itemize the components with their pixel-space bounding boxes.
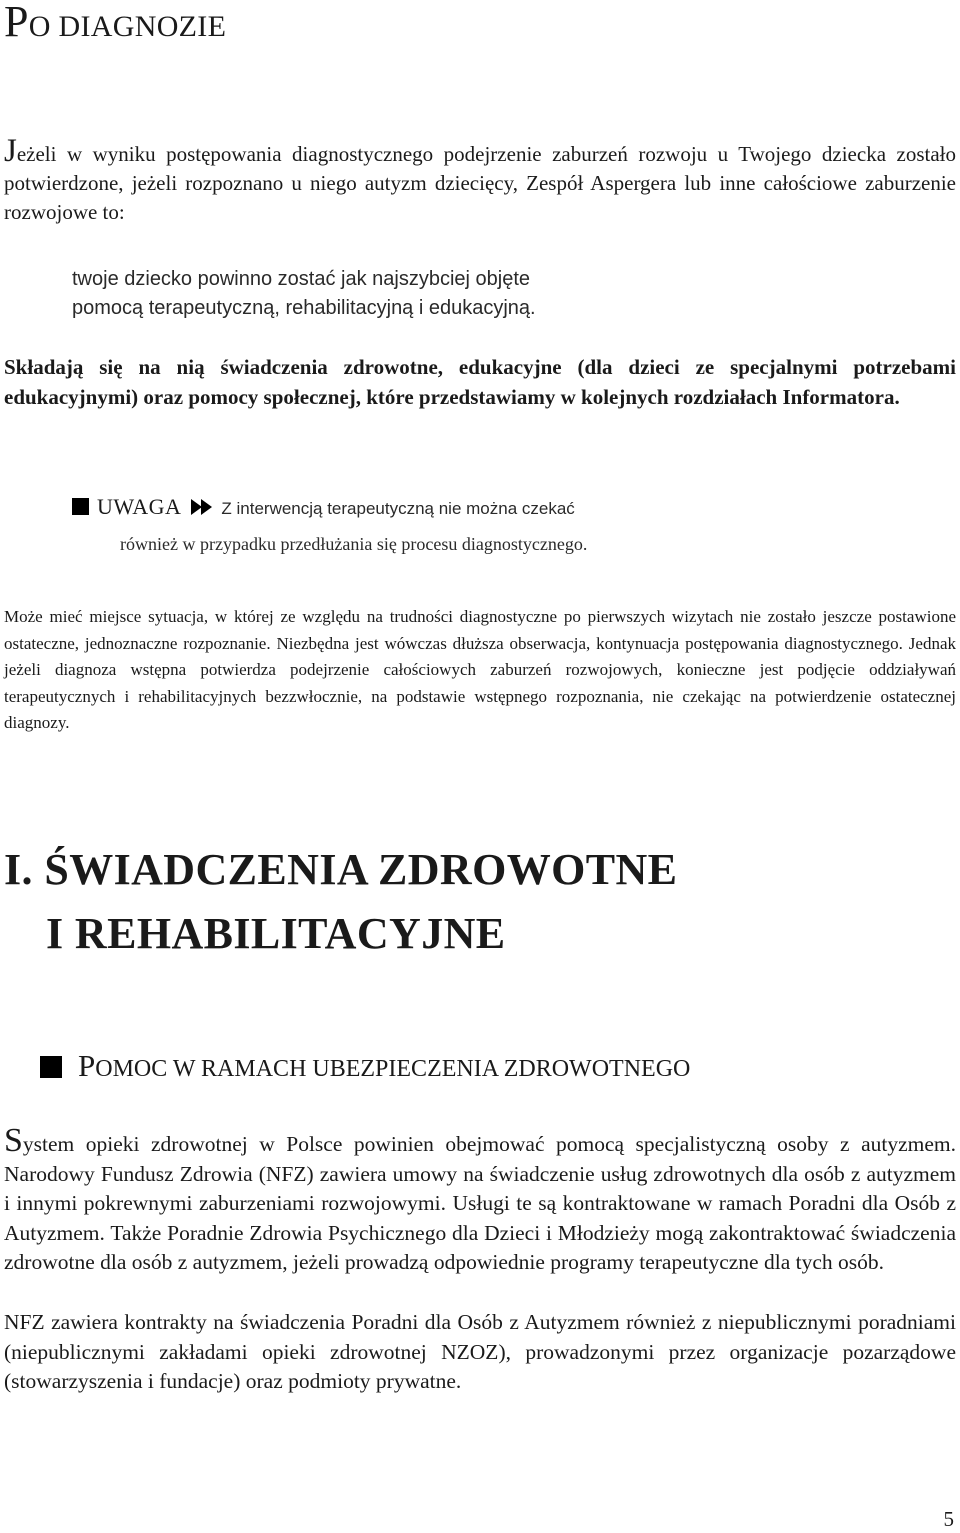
warning-callout: [72, 492, 872, 524]
intro-paragraph: [4, 133, 956, 227]
healthcare-paragraph-initial: S: [4, 1122, 23, 1159]
diagnosis-paragraph: Może mieć miejsce sytuacja, w której ze względu na trudności diagnostyczne po pierwszych wizytach nie zostało jeszcze postawione ostateczne, jednoznaczne rozpoznanie. Niezbędna jest wówczas dłuższa obserwacja, kontynuacja postępowania diagnostycznego. Jednak jeżeli diagnoza wstępna potwierdza podejrzenie całościowych zaburzeń rozwojowych, konieczne jest podjęcie oddziaływań terapeutycznych i rehabilitacyjnych bezzwłocznie, na podstawie wstępnego rozpoznania, nie czekając na potwierdzenie ostatecznej diagnozy.: [4, 607, 956, 732]
highlight-note: [72, 265, 772, 323]
square-bullet-icon: [40, 1056, 62, 1078]
healthcare-paragraph-text: ystem opieki zdrowotnej w Polsce powinien obejmować pomocą specjalistyczną osoby z autyzmem. Narodowy Fundusz Zdrowia (NFZ) zawiera umowy na świadczenie usług zdrowotnych dla osób z autyzmem i innymi pokrewnymi zaburzeniami rozwojowymi. Usługi te są kontraktowane w ramach Poradni dla Osób z Autyzmem. Także Poradnie Zdrowia Psychicznego dla Dzieci i Młodzieży mogą zakontraktować świadczenia zdrowotne dla osób z autyzmem, jeżeli prowadzą odpowiednie programy terapeutyczne dla tych osób.: [4, 1132, 956, 1274]
subsection-heading-initial: P: [78, 1048, 96, 1083]
subsection-heading-text: OMOC W RAMACH UBEZPIECZENIA ZDROWOTNEGO: [95, 1056, 691, 1082]
intro-initial: J: [4, 133, 17, 169]
warning-label: UWAGA: [97, 494, 182, 519]
chapter-heading-line-1: I. ŚWIADCZENIA ZDROWOTNE: [4, 845, 678, 894]
section-heading-text: O DIAGNOZIE: [28, 10, 227, 43]
warning-text-continuation: również w przypadku przedłużania się procesu diagnostycznego.: [120, 534, 588, 554]
highlight-note-line-1: twoje dziecko powinno zostać jak najszybciej objęte: [72, 268, 531, 290]
double-triangle-arrow-icon: [189, 494, 215, 524]
section-heading: [4, 2, 226, 47]
section-heading-initial: P: [4, 0, 29, 46]
chapter-heading-line-2: I REHABILITACYJNE: [46, 909, 506, 958]
subsection-heading: [40, 1046, 690, 1089]
warning-text: Z interwencją terapeutyczną nie można czekać: [221, 499, 575, 518]
healthcare-system-paragraph: [4, 1122, 956, 1278]
nfz-contracts-paragraph: NFZ zawiera kontrakty na świadczenia Poradni dla Osób z Autyzmem również z niepublicznymi poradniami (niepublicznymi zakładami opieki zdrowotnej NZOZ), prowadzonymi przez organizacje pozarządowe (stowarzyszenia i fundacje) oraz podmioty prywatne.: [4, 1310, 956, 1393]
chapter-heading: [4, 838, 677, 966]
services-paragraph: Składają się na nią świadczenia zdrowotne, edukacyjne (dla dzieci ze specjalnymi potrzebami edukacyjnymi) oraz pomocy społecznej, które przedstawiamy w kolejnych rozdziałach Informatora.: [4, 355, 956, 409]
square-bullet-icon: [72, 498, 89, 515]
highlight-note-line-2: pomocą terapeutyczną, rehabilitacyjną i edukacyjną.: [72, 297, 536, 319]
page-number: 5: [943, 1507, 954, 1531]
intro-text: eżeli w wyniku postępowania diagnostycznego podejrzenie zaburzeń rozwoju u Twojego dziecka zostało potwierdzone, jeżeli rozpoznano u niego autyzm dziecięcy, Zespół Aspergera lub inne całościowe zaburzenie rozwojowe to:: [4, 142, 956, 224]
